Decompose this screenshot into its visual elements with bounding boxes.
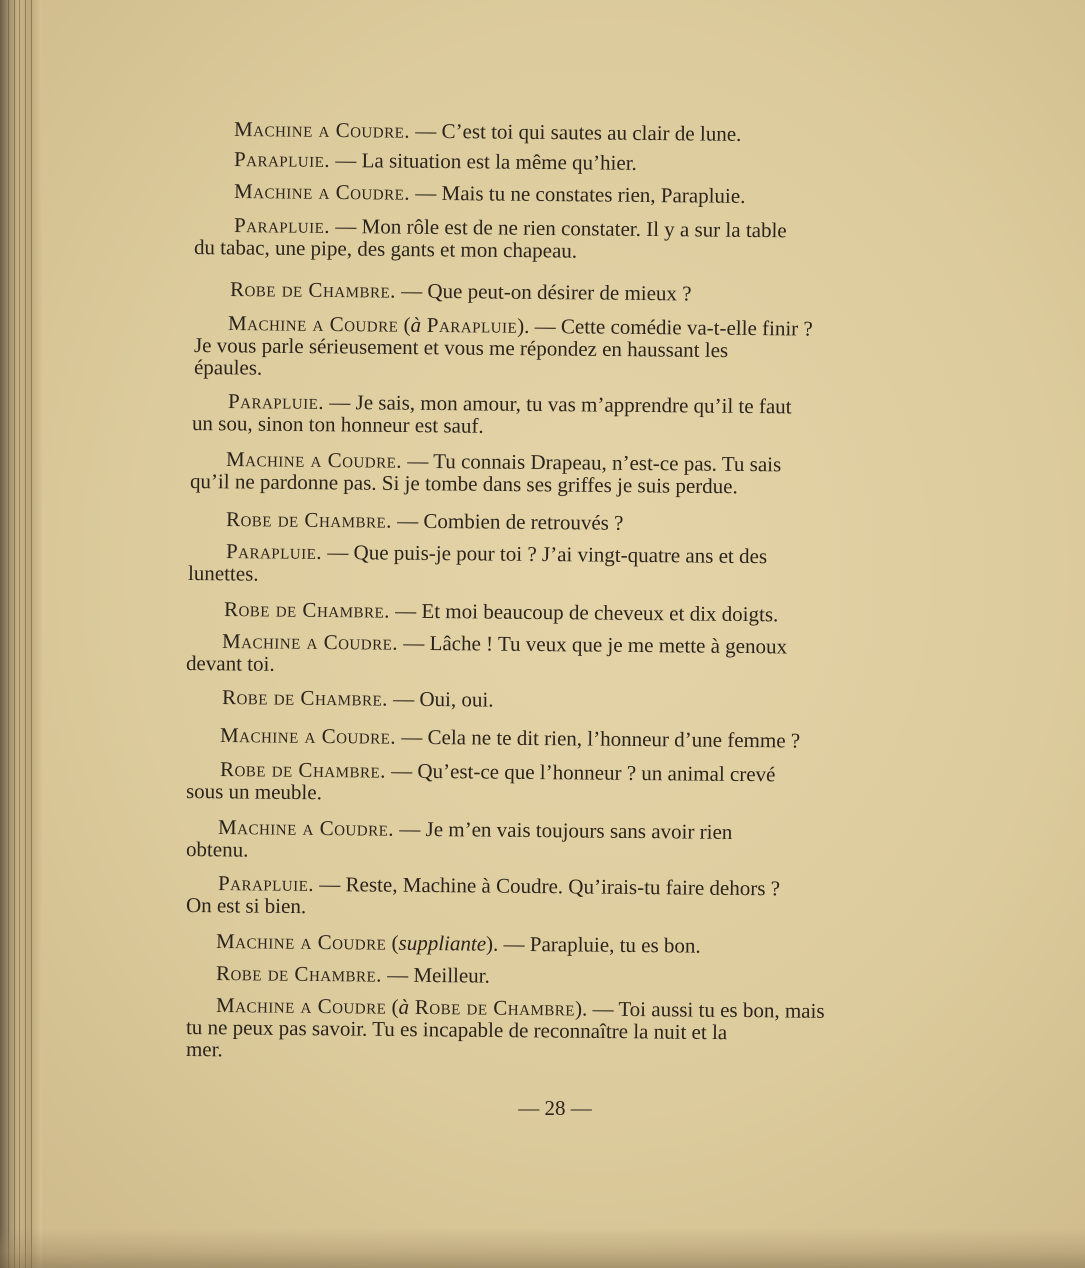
continuation-line: Je vous parle sérieusement et vous me répondez en haussant les (193, 333, 729, 363)
continuation-line: On est si bien. (185, 893, 307, 919)
page-edge-line (31, 0, 32, 1268)
speaker-name: Parapluie. (217, 871, 315, 896)
speaker-name: Robe de Chambre. (219, 757, 387, 783)
speaker-name: Robe de Chambre. (225, 507, 393, 533)
speech-text: — Je sais, mon amour, tu vas m’apprendre qu’il te faut (323, 389, 792, 419)
speaker-name: Parapluie. (225, 539, 323, 564)
speech-text: — Reste, Machine à Coudre. Qu’irais-tu faire dehors ? (313, 871, 781, 901)
stage-paren: ( (386, 994, 399, 1019)
continuation-line: épaules. (193, 355, 263, 380)
speaker-name: Robe de Chambre. (215, 961, 383, 987)
stage-paren: ). (574, 996, 588, 1021)
dialogue-line (234, 180, 746, 208)
speech-text: — Mais tu ne constates rien, Parapluie. (409, 180, 746, 208)
dialogue-line (216, 962, 490, 988)
page-edge-line (19, 0, 20, 1268)
dialogue-line (222, 630, 787, 658)
dialogue-line (234, 148, 637, 175)
speech-text: — Et moi beaucoup de cheveux et dix doigts. (389, 598, 779, 627)
speech-text: — Cette comédie va-t-elle finir ? (529, 313, 813, 341)
dialogue-line (226, 540, 767, 568)
speech-text: — Combien de retrouvés ? (391, 508, 624, 535)
dialogue-line (216, 930, 701, 958)
speech-text: — La situation est la même qu’hier. (329, 147, 637, 175)
stage-paren: ). (517, 313, 530, 338)
speech-text: — Parapluie, tu es bon. (498, 931, 701, 958)
speaker-name: Machine a Coudre. (219, 723, 397, 749)
page-number: — 28 — (518, 1096, 592, 1120)
continuation-line: devant toi. (185, 651, 275, 676)
speaker-name: Robe de Chambre. (229, 277, 397, 303)
speech-text: — Je m’en vais toujours sans avoir rien (393, 816, 733, 844)
stage-direction: à (398, 994, 410, 1019)
continuation-line: qu’il ne pardonne pas. Si je tombe dans ses griffes je suis perdue. (189, 469, 738, 499)
speech-text: — C’est toi qui sautes au clair de lune. (409, 118, 742, 146)
page-edge-line (14, 0, 15, 1268)
speech-text: — Meilleur. (381, 962, 490, 988)
speaker-name: Machine a Coudre (215, 929, 387, 955)
speaker-name: Parapluie. (233, 213, 331, 238)
speaker-name: Machine a Coudre. (221, 629, 399, 655)
continuation-line: obtenu. (185, 837, 249, 862)
book-spine (0, 0, 42, 1268)
speaker-name: Machine a Coudre. (217, 815, 395, 841)
stage-character: Parapluie (420, 312, 518, 338)
speaker-name: Robe de Chambre. (223, 597, 391, 623)
speech-text: — Que puis-je pour toi ? J’ai vingt-quatre ans et des (321, 539, 768, 569)
speaker-name: Machine a Coudre. (225, 447, 403, 473)
speech-text: — Toi aussi tu es bon, mais (587, 996, 825, 1023)
stage-direction: suppliante (398, 930, 487, 956)
speaker-name: Machine a Coudre. (233, 179, 411, 205)
dialogue-line (230, 278, 692, 305)
continuation-line: mer. (185, 1037, 223, 1062)
speech-text: — Qu’est-ce que l’honneur ? un animal crevé (385, 758, 776, 787)
speaker-name: Parapluie. (233, 147, 331, 172)
speaker-name: Machine a Coudre (227, 311, 399, 337)
speaker-name: Robe de Chambre. (221, 685, 389, 711)
stage-paren: ( (386, 930, 399, 955)
page-edge-line (25, 0, 26, 1268)
continuation-line: lunettes. (187, 561, 259, 586)
stage-paren: ). (485, 931, 499, 956)
page-bottom-edge (0, 1228, 1085, 1268)
page-edge-line (8, 0, 9, 1268)
speaker-name: Machine a Coudre (215, 993, 387, 1019)
dialogue-line (226, 508, 624, 535)
dialogue-line (234, 118, 742, 146)
continuation-line: du tabac, une pipe, des gants et mon chapeau. (193, 235, 578, 263)
continuation-line: un sou, sinon ton honneur est sauf. (191, 411, 484, 438)
continuation-line: sous un meuble. (185, 779, 323, 805)
stage-direction: à (410, 312, 422, 337)
dialogue-line (220, 724, 800, 753)
dialogue-line (218, 816, 733, 844)
dialogue-line (222, 686, 494, 712)
speaker-name: Machine a Coudre. (233, 117, 411, 143)
speech-text: — Oui, oui. (387, 686, 494, 712)
speaker-name: Parapluie. (227, 389, 325, 414)
speech-text: — Tu connais Drapeau, n’est-ce pas. Tu sais (401, 448, 782, 477)
speech-text: — Lâche ! Tu veux que je me mette à genoux (397, 630, 788, 659)
continuation-line: tu ne peux pas savoir. Tu es incapable de reconnaître la nuit et la (185, 1015, 728, 1045)
speech-text: — Cela ne te dit rien, l’honneur d’une femme ? (395, 724, 801, 753)
speech-text: — Que peut-on désirer de mieux ? (395, 278, 692, 306)
dialogue-line (224, 598, 779, 626)
stage-character: Robe de Chambre (408, 994, 576, 1021)
stage-paren: ( (398, 312, 411, 337)
speech-text: — Mon rôle est de ne rien constater. Il y a sur la table (329, 213, 787, 243)
